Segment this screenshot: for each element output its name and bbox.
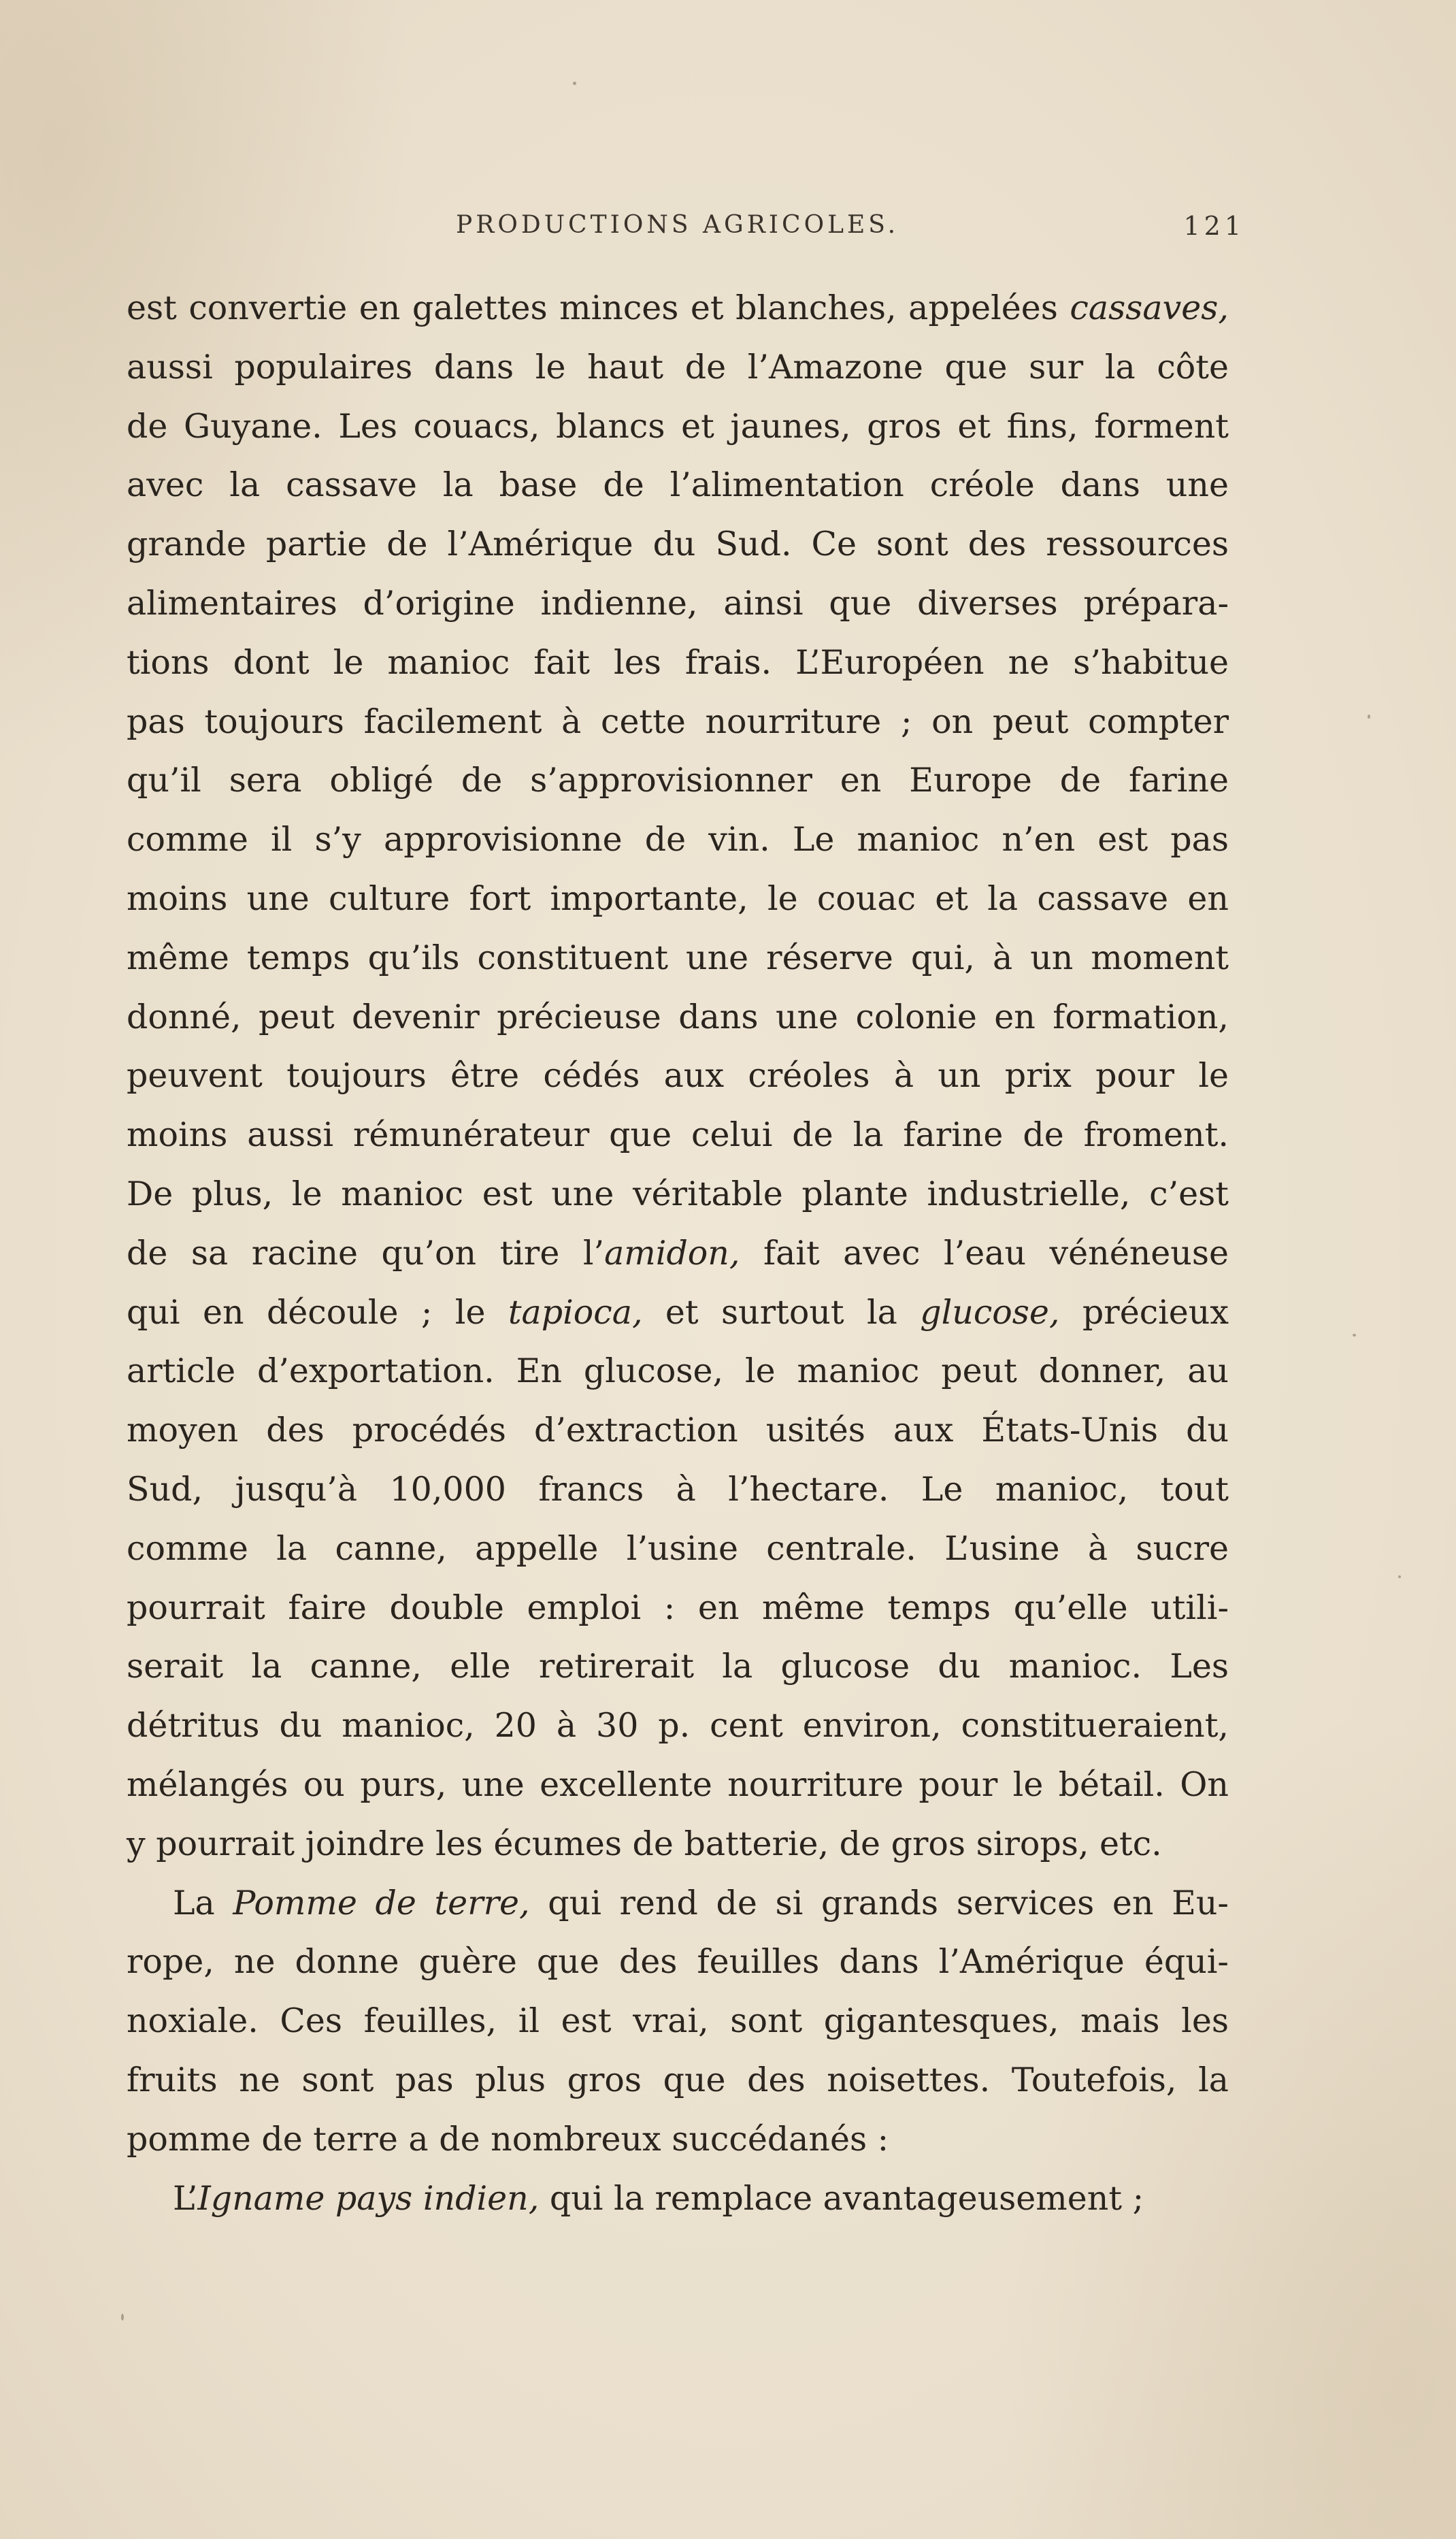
text-run: grande partie de l’Amérique du Sud. Ce sont des ressources [127, 525, 1229, 564]
text-run: moins aussi rémunérateur que celui de la farine de froment. [127, 1115, 1229, 1155]
text-run: donné, peut devenir précieuse dans une colonie en formation, [127, 997, 1229, 1036]
text-line [127, 870, 1229, 929]
text-run: mélangés ou purs, une excellente nourriture pour le bétail. On [127, 1765, 1229, 1804]
text-run: qui en découle ; le [127, 1292, 508, 1332]
text-line [127, 1460, 1229, 1520]
text-line [127, 456, 1229, 515]
text-run: aussi populaires dans le haut de l’Amazone que sur la côte [127, 347, 1229, 387]
text-line [127, 1992, 1229, 2051]
text-run: peuvent toujours être cédés aux créoles à un prix pour le [127, 1056, 1229, 1096]
running-head: PRODUCTIONS AGRICOLES. [456, 211, 899, 239]
text-run: avec la cassave la base de l’alimentation créole dans une [127, 465, 1229, 505]
paper-speck [573, 82, 576, 85]
text-run: La [173, 1883, 233, 1922]
paragraph [127, 2169, 1229, 2229]
paper-speck [1398, 1575, 1401, 1578]
paper-speck [121, 2314, 124, 2321]
text-line [127, 1165, 1229, 1224]
text-run: pourrait faire double emploi : en même temps qu’elle utili- [127, 1588, 1229, 1627]
text-line [127, 1342, 1229, 1401]
text-line [127, 1224, 1229, 1283]
text-run: noxiale. Ces feuilles, il est vrai, sont gigantesques, mais les [127, 2001, 1229, 2041]
text-line [127, 2051, 1229, 2110]
paragraph [127, 279, 1229, 1874]
italic-text: tapioca, [508, 1292, 643, 1332]
text-run: rope, ne donne guère que des feuilles dans l’Amérique équi- [127, 1942, 1229, 1982]
text-run: L’ [173, 2178, 198, 2218]
text-run: Sud, jusqu’à 10,000 francs à l’hectare. Le manioc, tout [127, 1469, 1229, 1509]
text-run: est convertie en galettes minces et blanches, appelées [127, 289, 1070, 327]
text-line [127, 2110, 1229, 2169]
text-run: et surtout la [642, 1292, 921, 1332]
text-line [127, 1520, 1229, 1579]
text-line [127, 515, 1229, 574]
text-line [127, 397, 1229, 457]
italic-text: Pomme de terre, [233, 1883, 530, 1922]
text-run: qu’il sera obligé de s’approvisionner en Europe de farine [127, 761, 1229, 800]
text-line [127, 1579, 1229, 1638]
paragraph [127, 1874, 1229, 2169]
text-line [127, 751, 1229, 810]
text-run: y pourrait joindre les écumes de batterie, de gros sirops, etc. [127, 1824, 1162, 1863]
text-line [127, 1815, 1229, 1874]
text-run: de Guyane. Les couacs, blancs et jaunes, gros et fins, forment [127, 406, 1229, 446]
text-line [127, 2169, 1229, 2229]
text-run: qui la remplace avantageusement ; [539, 2178, 1144, 2218]
text-line [127, 1756, 1229, 1815]
text-line [127, 988, 1229, 1047]
text-line [127, 1283, 1229, 1343]
text-line [127, 1874, 1229, 1933]
text-run: fruits ne sont pas plus gros que des noisettes. Toutefois, la [127, 2060, 1229, 2099]
text-run: De plus, le manioc est une véritable plante industrielle, c’est [127, 1174, 1229, 1213]
text-run: pas toujours facilement à cette nourriture ; on peut compter [127, 702, 1229, 741]
italic-text: Igname pays indien, [197, 2178, 540, 2218]
text-run: qui rend de si grands services en Eu- [529, 1883, 1229, 1922]
body-text [127, 279, 1229, 2228]
text-run: précieux [1059, 1292, 1229, 1332]
text-line [127, 693, 1229, 752]
text-line [127, 574, 1229, 634]
text-run: de sa racine qu’on tire l’ [127, 1233, 605, 1273]
text-line [127, 279, 1229, 338]
paper-speck [1368, 715, 1370, 719]
text-line [127, 634, 1229, 693]
text-run: détritus du manioc, 20 à 30 p. cent environ, constitueraient, [127, 1706, 1229, 1746]
italic-text: cassaves, [1070, 289, 1229, 327]
text-run: serait la canne, elle retirerait la glucose du manioc. Les [127, 1647, 1229, 1686]
text-line [127, 1637, 1229, 1697]
text-run: alimentaires d’origine indienne, ainsi que diverses prépara- [127, 583, 1229, 623]
italic-text: glucose, [920, 1292, 1060, 1332]
text-line [127, 1933, 1229, 1992]
text-run: article d’exportation. En glucose, le manioc peut donner, au [127, 1352, 1229, 1391]
text-line [127, 1401, 1229, 1460]
page-number: 121 [1183, 211, 1245, 241]
text-line [127, 929, 1229, 988]
text-run: comme il s’y approvisionne de vin. Le manioc n’en est pas [127, 820, 1229, 859]
text-line [127, 810, 1229, 870]
text-run: moyen des procédés d’extraction usités aux États-Unis du [127, 1411, 1229, 1450]
text-run: fait avec l’eau vénéneuse [740, 1233, 1229, 1273]
text-line [127, 1047, 1229, 1106]
text-line [127, 1697, 1229, 1756]
paper-speck [1353, 1334, 1356, 1337]
text-run: même temps qu’ils constituent une réserve qui, à un moment [127, 938, 1229, 977]
text-line [127, 338, 1229, 397]
text-run: comme la canne, appelle l’usine centrale. L’usine à sucre [127, 1528, 1229, 1568]
text-run: moins une culture fort importante, le couac et la cassave en [127, 879, 1229, 918]
text-run: pomme de terre a de nombreux succédanés : [127, 2119, 889, 2159]
text-line [127, 1106, 1229, 1165]
text-run: tions dont le manioc fait les frais. L’Européen ne s’habitue [127, 642, 1229, 682]
page-header [456, 203, 1245, 244]
italic-text: amidon, [604, 1233, 740, 1273]
